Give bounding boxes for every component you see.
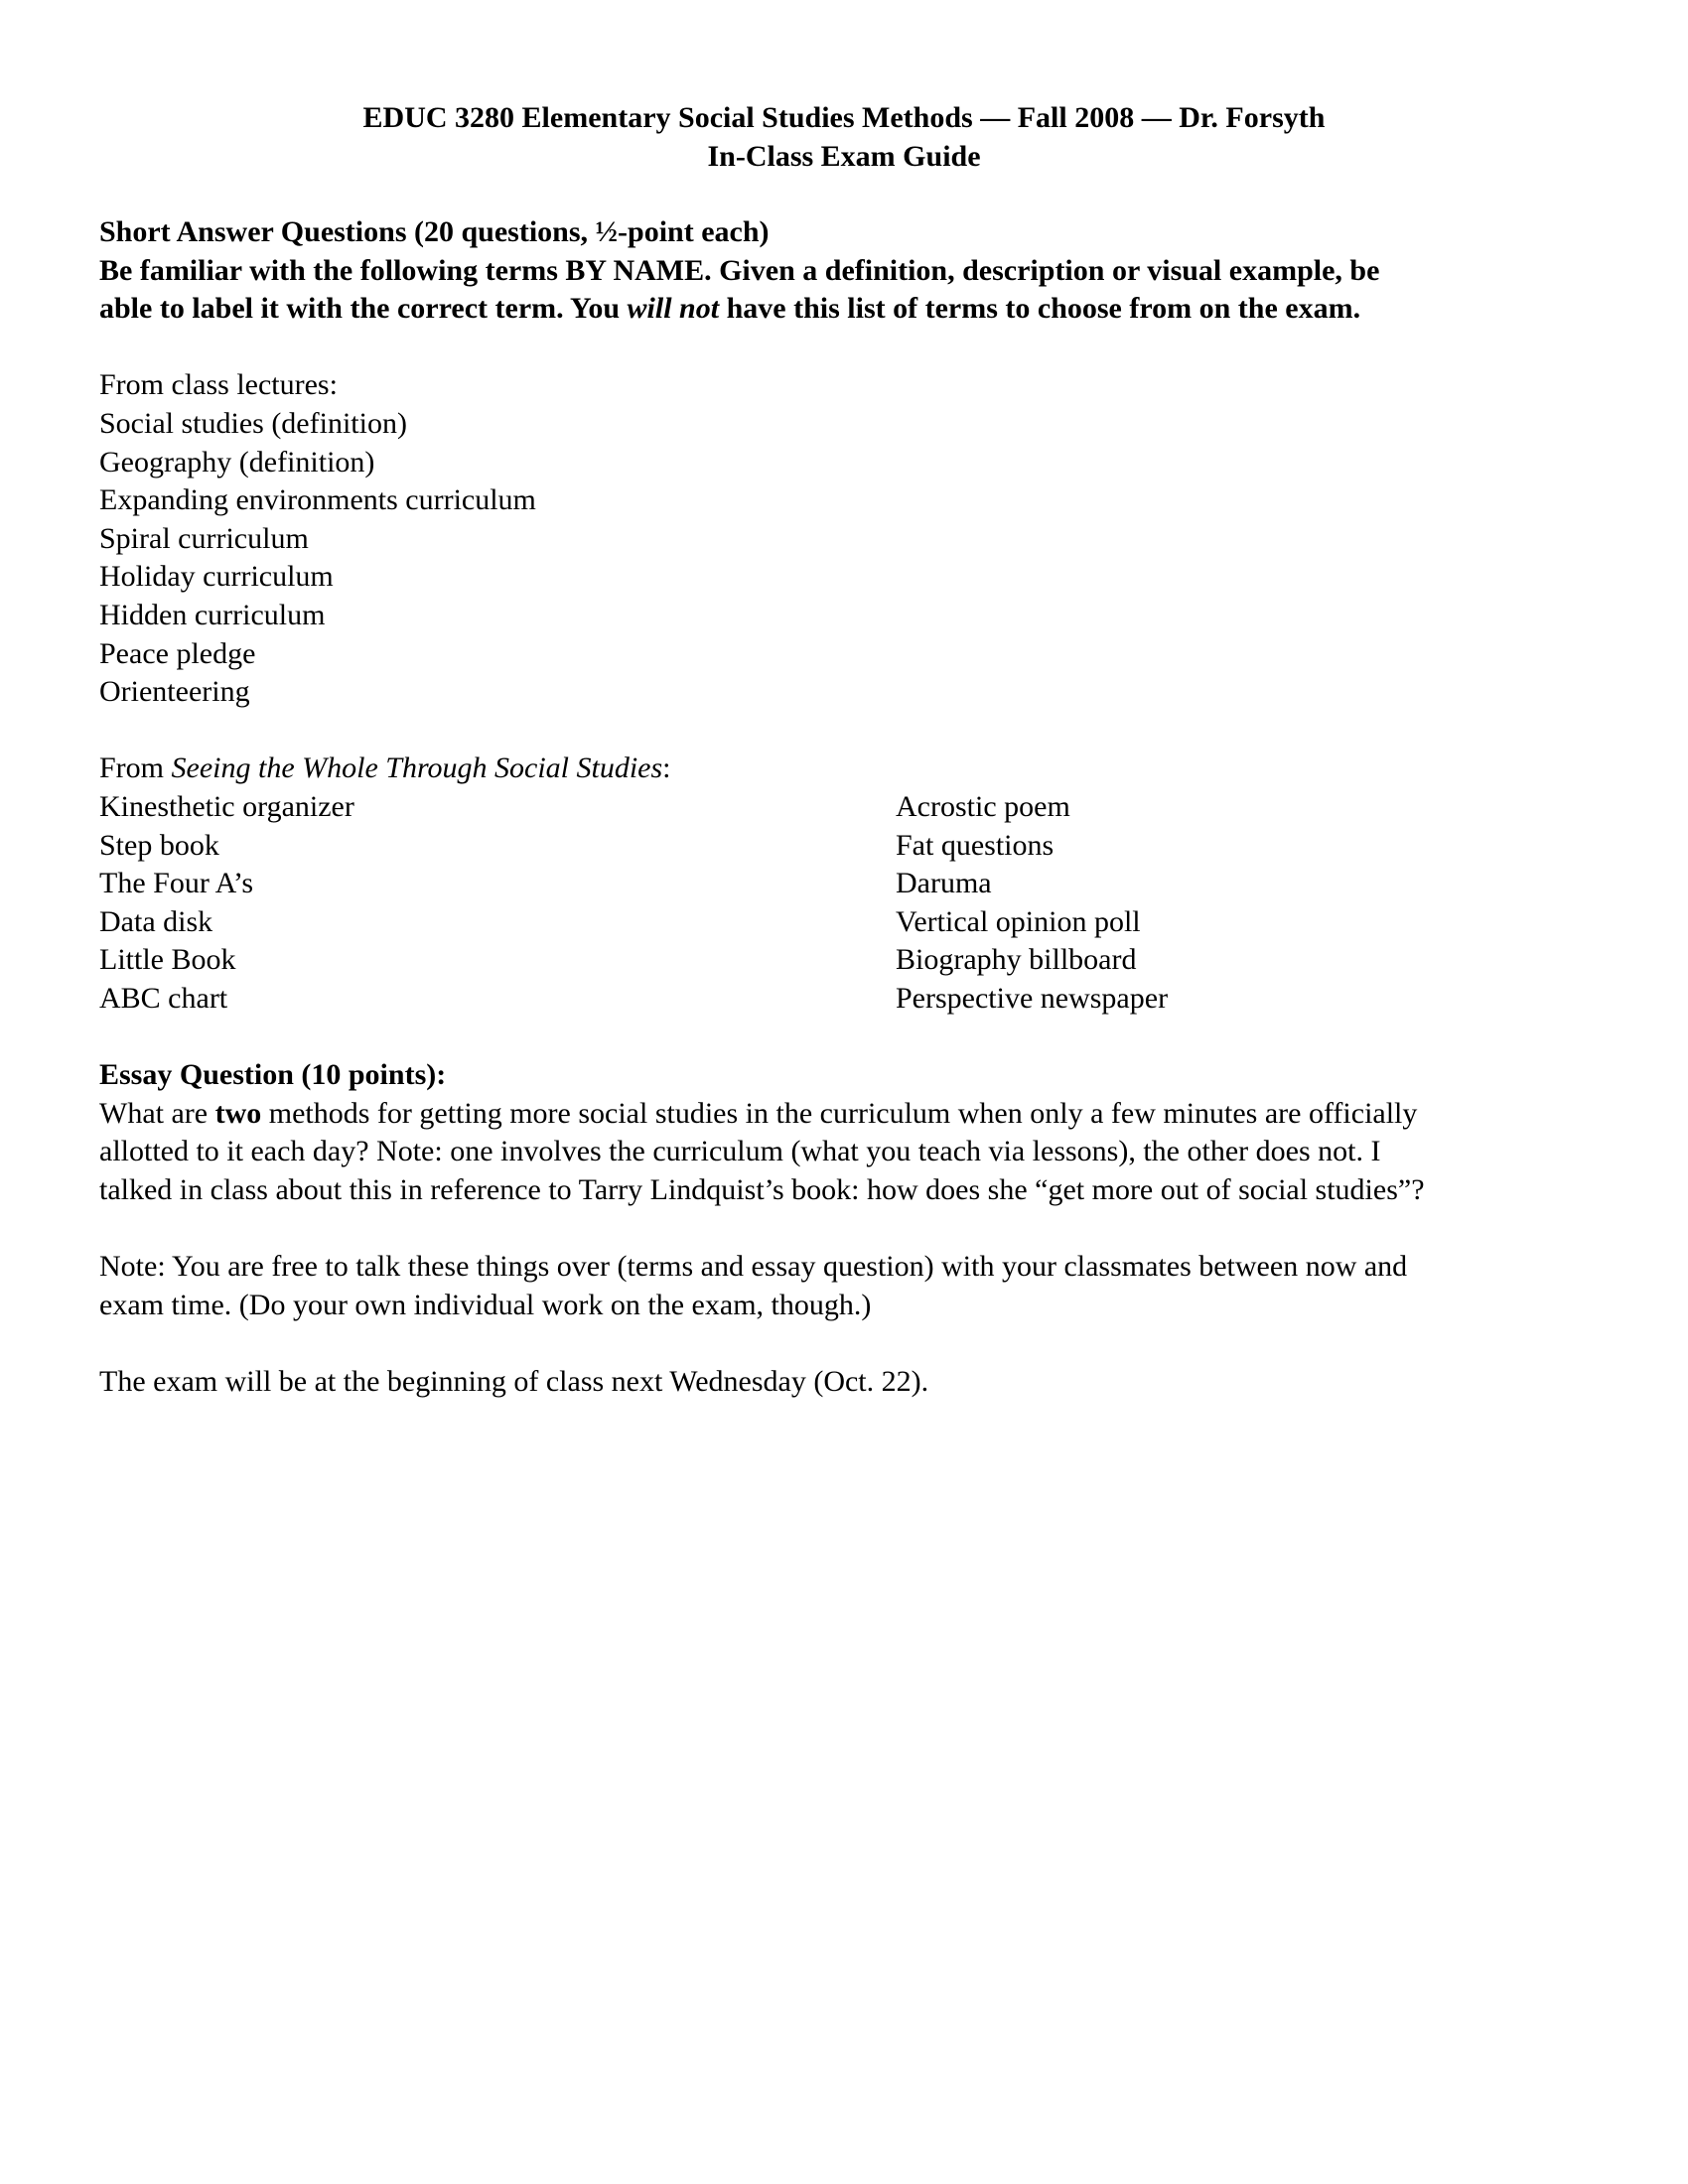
short-answer-section <box>99 213 1609 329</box>
essay-text-post: methods for getting more social studies in the curriculum when only a few minutes are officially <box>261 1096 1418 1130</box>
document-body <box>99 213 1609 1401</box>
lecture-term: Orienteering <box>99 675 250 709</box>
lecture-term: Expanding environments curriculum <box>99 483 536 517</box>
book-term: Step book <box>99 828 219 862</box>
instructions-emphasis: will not <box>627 292 720 326</box>
spacer <box>99 712 1609 751</box>
book-term: Vertical opinion poll <box>896 904 1141 938</box>
essay-question-line3: talked in class about this in reference to Tarry Lindquist’s book: how does she “get more out of social studies”? <box>99 1172 1425 1206</box>
lectures-section <box>99 366 1609 711</box>
essay-text-pre: What are <box>99 1096 215 1130</box>
book-terms-columns <box>99 788 1609 1019</box>
lecture-term: Spiral curriculum <box>99 521 309 555</box>
book-term: Perspective newspaper <box>896 981 1169 1015</box>
note-section <box>99 1248 1609 1324</box>
exam-date-text: The exam will be at the beginning of class next Wednesday (Oct. 22). <box>99 1364 929 1398</box>
book-term: Data disk <box>99 904 213 938</box>
essay-heading: Essay Question (10 points): <box>99 1058 447 1092</box>
instructions-text-post: have this list of terms to choose from on the exam. <box>719 292 1361 326</box>
spacer <box>99 1209 1609 1248</box>
title-line-course: EDUC 3280 Elementary Social Studies Methods — Fall 2008 — Dr. Forsyth <box>362 101 1326 134</box>
book-term: Daruma <box>896 867 992 900</box>
book-heading-post: : <box>662 751 671 785</box>
lecture-term: Peace pledge <box>99 636 256 670</box>
lectures-heading: From class lectures: <box>99 368 338 402</box>
book-term: Fat questions <box>896 828 1055 862</box>
book-heading <box>99 750 1609 788</box>
lecture-term: Hidden curriculum <box>99 598 326 631</box>
essay-question-line2: allotted to it each day? Note: one involves the curriculum (what you teach via lessons), the other does not. I <box>99 1135 1381 1168</box>
essay-emphasis: two <box>214 1096 262 1130</box>
book-heading-pre: From <box>99 751 172 785</box>
lecture-term: Holiday curriculum <box>99 560 334 594</box>
spacer <box>99 1019 1609 1057</box>
book-term: ABC chart <box>99 981 228 1015</box>
title-line-guide: In-Class Exam Guide <box>707 140 981 173</box>
book-term: The Four A’s <box>99 867 254 900</box>
document-title <box>0 98 1688 176</box>
essay-question-line1 <box>99 1095 1609 1134</box>
essay-section <box>99 1056 1609 1209</box>
book-title: Seeing the Whole Through Social Studies <box>171 751 663 785</box>
instructions-text-pre: able to label it with the correct term. You <box>99 292 628 326</box>
lecture-term: Geography (definition) <box>99 445 375 478</box>
book-terms-left-column <box>99 788 354 1019</box>
book-section <box>99 750 1609 1018</box>
short-answer-instructions-line2 <box>99 290 1609 329</box>
spacer <box>99 1324 1609 1363</box>
book-term: Kinesthetic organizer <box>99 789 354 823</box>
lecture-term: Social studies (definition) <box>99 406 407 440</box>
book-term: Acrostic poem <box>896 789 1070 823</box>
note-line1: Note: You are free to talk these things over (terms and essay question) with your classmates between now and <box>99 1250 1408 1284</box>
book-terms-right-column <box>896 788 1168 1019</box>
short-answer-heading: Short Answer Questions (20 questions, ½-point each) <box>99 215 770 248</box>
spacer <box>99 329 1609 367</box>
note-line2: exam time. (Do your own individual work on the exam, though.) <box>99 1288 872 1321</box>
short-answer-instructions-line1: Be familiar with the following terms BY NAME. Given a definition, description or visual example, be <box>99 253 1380 287</box>
book-term: Biography billboard <box>896 943 1137 977</box>
book-term: Little Book <box>99 943 236 977</box>
